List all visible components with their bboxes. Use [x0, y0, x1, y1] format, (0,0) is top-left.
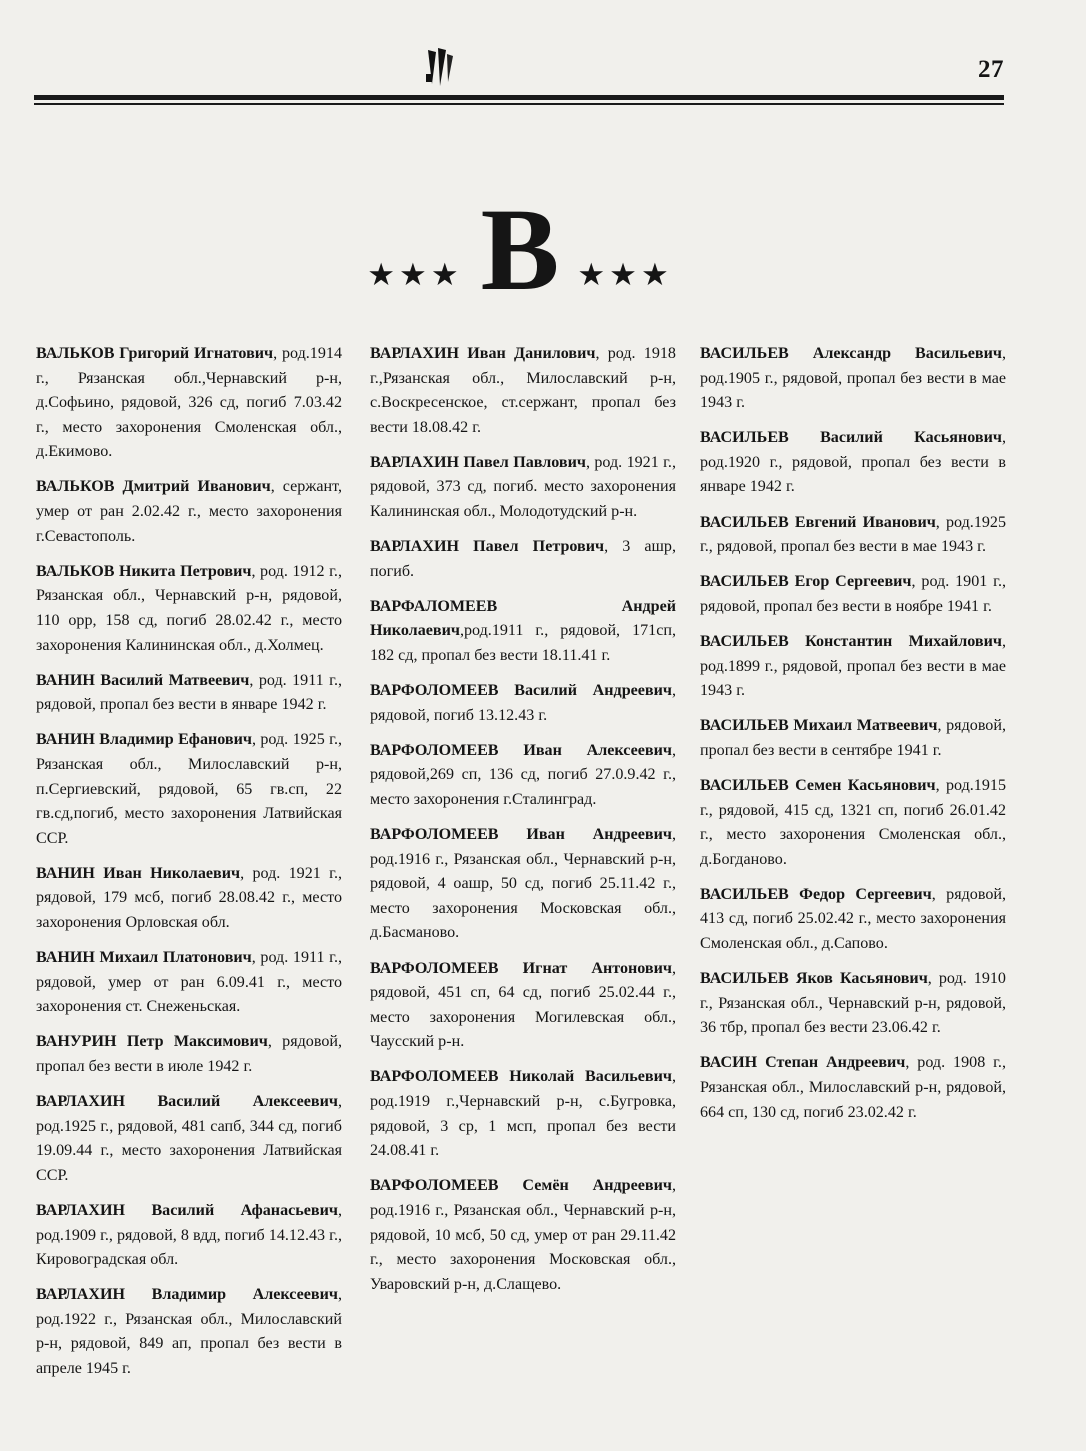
- entry-name: ВАНИН Владимир Ефанович: [36, 731, 252, 749]
- list-item: [700, 1051, 1006, 1125]
- entry-name: ВАЛЬКОВ Григорий Игнатович: [36, 345, 274, 362]
- entry-name: ВАСИЛЬЕВ Константин Михайлович: [700, 632, 1002, 650]
- list-item: [700, 883, 1006, 957]
- entry-name: ВАРФОЛОМЕЕВ Иван Алексеевич: [370, 741, 672, 759]
- stars-left: ★★★: [367, 257, 463, 292]
- entry-name: ВАЛЬКОВ Никита Петрович: [36, 562, 252, 580]
- entry-text: , род.1925 г., рядовой, пропал без вести в мае 1943 г.: [700, 513, 1007, 556]
- entry-name: ВАРЛАХИН Павел Петрович: [370, 538, 605, 556]
- list-item: [370, 595, 676, 669]
- entry-text: , род.1909 г., рядовой, 8 вдд, погиб 14.12.43 г., Кировоградская обл.: [36, 1201, 342, 1269]
- entry-name: ВАСИЛЬЕВ Федор Сергеевич: [700, 885, 932, 903]
- list-item: [36, 1030, 342, 1079]
- list-item: [700, 511, 1006, 560]
- entry-text: , род. 1918 г.,Рязанская обл., Милославский р-н, с.Воскресенское, ст.сержант, пропал без вести 18.08.42 г.: [370, 345, 676, 436]
- list-item: [370, 739, 676, 813]
- entry-text: , 3 ашр, погиб.: [370, 538, 676, 580]
- list-item: [36, 669, 342, 718]
- column-3: [700, 342, 1006, 1136]
- entry-name: ВАРФОЛОМЕЕВ Игнат Антонович: [370, 959, 672, 977]
- list-item: [36, 342, 342, 465]
- entry-name: ВАРФОЛОМЕЕВ Василий Андреевич: [370, 682, 672, 700]
- list-item: [370, 451, 676, 525]
- list-item: [370, 1174, 676, 1297]
- list-item: [36, 946, 342, 1020]
- entry-name: ВАРФАЛОМЕЕВ Андрей Николаевич: [370, 597, 676, 640]
- list-item: [370, 535, 676, 584]
- entry-name: ВАНИН Иван Николаевич: [36, 864, 241, 882]
- entry-name: ВАРЛАХИН Василий Афанасьевич: [36, 1201, 338, 1219]
- list-item: [370, 957, 676, 1055]
- list-item: [36, 1283, 342, 1381]
- entry-name: ВАСИН Степан Андреевич: [700, 1054, 906, 1072]
- entry-name: ВАСИЛЬЕВ Василий Касьянович: [700, 429, 1002, 447]
- entry-text: , рядовой, погиб 13.12.43 г.: [370, 682, 676, 724]
- entry-text: ,род.1911 г., рядовой, 171сп, 182 сд, пропал без вести 18.11.41 г.: [370, 622, 676, 665]
- entry-text: , рядовой, пропал без вести в сентябре 1941 г.: [700, 717, 1006, 759]
- column-1: [36, 342, 342, 1392]
- header-rule-thick: [34, 95, 1004, 100]
- list-item: [700, 342, 1006, 416]
- entry-name: ВАРФОЛОМЕЕВ Николай Васильевич: [370, 1068, 672, 1086]
- entry-text: , род.1916 г., Рязанская обл., Чернавский р-н, рядовой, 10 мсб, 50 сд, умер от ран 29.11.42 г., место захоронения Московская обл., Уваровский р-н, д.Слащево.: [370, 1177, 676, 1293]
- entry-text: , рядовой,269 сп, 136 сд, погиб 27.0.9.42 г., место захоронения г.Сталинград.: [370, 741, 676, 808]
- entry-text: , род.1922 г., Рязанская обл., Милославский р-н, рядовой, 849 ап, пропал без вести в апреле 1945 г.: [36, 1286, 342, 1377]
- entry-name: ВАНУРИН Петр Максимович: [36, 1033, 268, 1051]
- entry-text: , род.1905 г., рядовой, пропал без вести в мае 1943 г.: [700, 345, 1006, 412]
- entry-text: , род.1915 г., рядовой, 415 сд, 1321 сп, погиб 26.01.42 г., место захоронения Смоленская обл., д.Богданово.: [700, 776, 1006, 868]
- entry-text: , род.1920 г., рядовой, пропал без вести в январе 1942 г.: [700, 429, 1006, 496]
- list-item: [370, 679, 676, 728]
- list-item: [700, 570, 1006, 619]
- entry-text: , рядовой, 451 сп, 64 сд, погиб 25.02.44 г., место захоронения Могилевская обл., Чаусский р-н.: [370, 959, 676, 1051]
- entry-text: , сержант, умер от ран 2.02.42 г., место захоронения г.Севастополь.: [36, 478, 342, 545]
- entry-text: , рядовой, пропал без вести в июле 1942 г.: [36, 1033, 343, 1075]
- entry-text: , род. 1901 г., рядовой, пропал без вести в ноябре 1941 г.: [700, 573, 1006, 615]
- header-rule-thin: [34, 103, 1004, 105]
- entry-text: , род. 1925 г., Рязанская обл., Милославский р-н, п.Сергиевский, рядовой, 65 гв.сп, 22 гв.сд,погиб, место захоронения Латвийская ССР.: [36, 731, 342, 847]
- entry-name: ВАРЛАХИН Павел Павлович: [370, 453, 586, 471]
- list-item: [36, 728, 342, 851]
- list-item: [36, 475, 342, 549]
- entry-text: , рядовой, 413 сд, погиб 25.02.42 г., место захоронения Смоленская обл., д.Сапово.: [700, 885, 1006, 952]
- list-item: [370, 342, 676, 440]
- entry-text: , род. 1912 г., Рязанская обл., Чернавский р-н, рядовой, 110 орр, 158 сд, погиб 28.02.42 г., место захоронения Калининская обл., д.Холмец.: [36, 562, 342, 654]
- entry-text: , род.1925 г., рядовой, 481 сапб, 344 сд, погиб 19.09.44 г., место захоронения Латвийская ССР.: [36, 1093, 342, 1184]
- stars-right: ★★★: [577, 257, 673, 292]
- list-item: [36, 1199, 342, 1273]
- list-item: [700, 774, 1006, 872]
- list-item: [370, 823, 676, 946]
- entry-text: , род. 1908 г., Рязанская обл., Милославский р-н, рядовой, 664 сп, 130 сд, погиб 23.02.42 г.: [700, 1054, 1006, 1121]
- entry-name: ВАСИЛЬЕВ Евгений Иванович: [700, 513, 936, 531]
- entry-name: ВАРЛАХИН Василий Алексеевич: [36, 1093, 338, 1111]
- entry-text: , род. 1921 г., рядовой, 373 сд, погиб. место захоронения Калининская обл., Молодотудский р-н.: [370, 453, 676, 521]
- entry-name: ВАСИЛЬЕВ Яков Касьянович: [700, 970, 928, 988]
- page-number: 27: [978, 56, 1004, 83]
- entry-name: ВАСИЛЬЕВ Семен Касьянович: [700, 776, 936, 794]
- list-item: [370, 1065, 676, 1163]
- entry-name: ВАСИЛЬЕВ Егор Сергеевич: [700, 573, 912, 591]
- column-2: [370, 342, 676, 1308]
- entry-text: , род.1914 г., Рязанская обл.,Чернавский р-н, д.Софьино, рядовой, 326 сд, погиб 7.03.42 г., место захоронения Смоленская обл., д.Екимово.: [36, 345, 342, 461]
- entry-text: , род. 1911 г., рядовой, умер от ран 6.09.41 г., место захоронения ст. Снеженьская.: [36, 949, 343, 1016]
- entry-name: ВАНИН Михаил Платонович: [36, 949, 252, 967]
- entry-text: , род. 1910 г., Рязанская обл., Чернавский р-н, рядовой, 36 тбр, пропал без вести 23.06.42 г.: [700, 970, 1006, 1037]
- entry-text: , род. 1921 г., рядовой, 179 мсб, погиб 28.08.42 г., место захоронения Орловская обл.: [36, 864, 342, 931]
- entry-text: , род.1916 г., Рязанская обл., Чернавский р-н, рядовой, 4 оашр, 50 сд, погиб 25.11.42 г., место захоронения Московская обл., д.Басманово.: [370, 826, 676, 942]
- printer-mark-icon: [420, 44, 460, 90]
- entry-name: ВАСИЛЬЕВ Александр Васильевич: [700, 345, 1002, 362]
- entry-text: , род.1919 г.,Чернавский р-н, с.Бугровка, рядовой, 3 ср, 1 мсп, пропал без вести 24.08.41 г.: [370, 1068, 676, 1160]
- entry-name: ВАРЛАХИН Иван Данилович: [370, 345, 596, 362]
- entry-name: ВАЛЬКОВ Дмитрий Иванович: [36, 478, 271, 496]
- entry-name: ВАНИН Василий Матвеевич: [36, 671, 250, 689]
- entry-text: , род.1899 г., рядовой, пропал без вести в мае 1943 г.: [700, 632, 1006, 700]
- section-heading: [360, 183, 680, 315]
- list-item: [700, 426, 1006, 500]
- list-item: [36, 862, 342, 936]
- list-item: [700, 630, 1006, 704]
- list-item: [36, 1090, 342, 1188]
- entry-name: ВАРФОЛОМЕЕВ Иван Андреевич: [370, 826, 672, 844]
- entry-name: ВАРЛАХИН Владимир Алексеевич: [36, 1286, 338, 1304]
- section-letter: В: [480, 183, 560, 315]
- list-item: [700, 967, 1006, 1041]
- entry-name: ВАСИЛЬЕВ Михаил Матвеевич: [700, 717, 938, 735]
- list-item: [700, 714, 1006, 763]
- entry-name: ВАРФОЛОМЕЕВ Семён Андреевич: [370, 1177, 672, 1195]
- entry-text: , род. 1911 г., рядовой, пропал без вести в январе 1942 г.: [36, 671, 343, 714]
- list-item: [36, 560, 342, 658]
